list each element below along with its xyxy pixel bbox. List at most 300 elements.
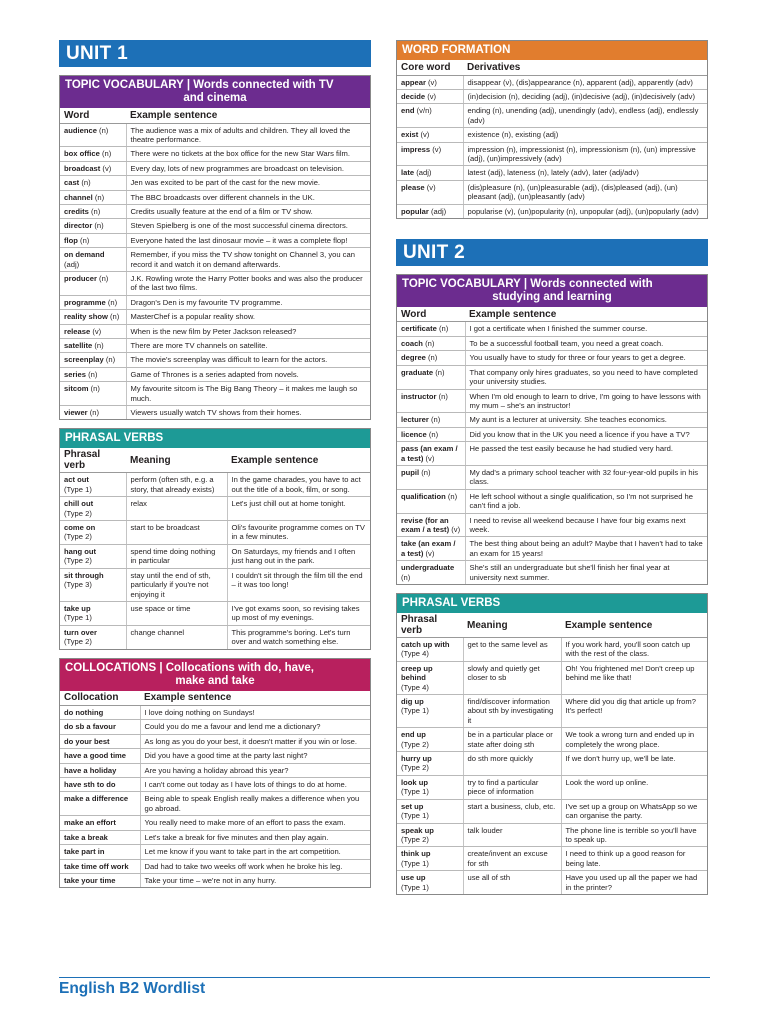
unit1-topic-vocabulary	[59, 75, 371, 420]
example-cell: My dad's a primary school teacher with 32 four-year-old pupils in his class.	[465, 465, 707, 489]
collocation-cell: take your time	[60, 873, 140, 887]
example-cell: We took a wrong turn and ended up in completely the wrong place.	[561, 728, 707, 752]
table-row	[60, 204, 370, 218]
word-cell-pos: (n)	[89, 408, 100, 418]
core-word-cell-pos: (v)	[427, 91, 437, 101]
word-cell-pos: (n)	[447, 491, 458, 501]
core-word-cell-text: late	[401, 168, 415, 178]
phrasal-verb-cell	[60, 521, 126, 545]
col-header-example: Example sentence	[561, 613, 707, 638]
table-row	[397, 752, 707, 776]
word-cell-pos: (n)	[91, 206, 101, 216]
word-cell	[397, 351, 465, 365]
table-row	[60, 324, 370, 338]
phrasal-verb-type: (Type 1)	[64, 613, 92, 623]
collocation-cell: do sb a favour	[60, 720, 140, 734]
word-cell-text: producer	[64, 273, 97, 283]
example-cell: (dis)pleasure (n), (un)pleasurable (adj), (dis)pleased (adj), (un) pleasant (adj), (un)pleasantly (adv)	[463, 180, 707, 204]
phrasal-verb-text: chill out	[64, 499, 94, 509]
meaning-cell: use all of sth	[463, 871, 561, 894]
table-row	[397, 166, 707, 180]
phrasal-verb-cell	[397, 847, 463, 871]
phrasal-verb-cell	[397, 799, 463, 823]
word-cell-text: pass (an exam / a test)	[401, 444, 458, 463]
col-header-word: Word	[60, 108, 126, 123]
phrasal-verb-text: catch up with	[401, 640, 450, 649]
example-cell: Did you have a good time at the party last night?	[140, 749, 370, 763]
word-cell	[397, 465, 465, 489]
phrasal-verb-type: (Type 2)	[401, 763, 429, 773]
example-cell: This programme's boring. Let's turn over and watch something else.	[231, 627, 351, 647]
word-cell	[60, 353, 126, 367]
unit2-phrasal-table	[397, 613, 707, 894]
example-cell: Every day, lots of new programmes are broadcast on television.	[126, 161, 370, 175]
table-row	[397, 336, 707, 350]
phrasal-verb-cell	[60, 544, 126, 568]
word-cell-text: screenplay	[64, 355, 104, 365]
table-row	[397, 823, 707, 847]
table-row	[397, 204, 707, 218]
collocation-cell: do nothing	[60, 706, 140, 720]
word-cell-pos: (n)	[90, 384, 100, 394]
meaning-cell: use space or time	[126, 601, 227, 625]
collocation-cell: make an effort	[60, 816, 140, 830]
col-header-collocation: Collocation	[60, 691, 140, 706]
example-cell: latest (adj), lateness (n), lately (adv), later (adj/adv)	[463, 166, 707, 180]
meaning-cell: slowly and quietly get closer to sb	[463, 661, 561, 694]
example-cell: If we don't hurry up, we'll be late.	[561, 752, 707, 776]
core-word-cell-text: decide	[401, 91, 426, 101]
table-row	[397, 75, 707, 89]
word-cell-pos: (adj)	[64, 259, 80, 269]
core-word-cell-text: impress	[401, 144, 431, 154]
table-row	[60, 830, 370, 844]
example-cell: The BBC broadcasts over different channels in the UK.	[126, 190, 370, 204]
table-row	[60, 778, 370, 792]
word-cell	[60, 248, 126, 272]
meaning-cell: spend time doing nothing in particular	[126, 544, 227, 568]
core-word-cell	[397, 104, 463, 128]
example-cell: Take your time – we're not in any hurry.	[144, 875, 277, 885]
collocation-cell: have a holiday	[60, 763, 140, 777]
table-row	[60, 873, 370, 887]
unit1-colloc-heading-line2: make and take	[175, 674, 255, 687]
phrasal-verb-type: (Type 1)	[401, 811, 429, 821]
unit2-topic-heading-line1: TOPIC VOCABULARY | Words connected with	[402, 277, 653, 290]
table-row	[60, 816, 370, 830]
word-cell-text: pupil	[401, 467, 420, 477]
word-cell	[60, 147, 126, 161]
unit2-title: UNIT 2	[396, 239, 708, 266]
word-cell-pos: (v)	[425, 548, 435, 558]
word-formation-table	[397, 60, 707, 218]
example-cell: I love doing nothing on Sundays!	[140, 706, 370, 720]
word-cell-pos: (n)	[107, 297, 118, 307]
word-formation	[396, 40, 708, 219]
word-cell-text: revise (for an exam / a test)	[401, 515, 450, 534]
word-cell-pos: (n)	[430, 415, 441, 425]
table-row	[397, 180, 707, 204]
example-cell: Are you having a holiday abroad this year?	[140, 763, 370, 777]
word-cell	[397, 322, 465, 336]
collocation-cell: have sth to do	[60, 778, 140, 792]
example-cell: Everyone hated the last dinosaur movie – it was a complete flop!	[126, 233, 370, 247]
example-cell: You usually have to study for three or four years to get a degree.	[465, 351, 707, 365]
example-cell: The movie's screenplay was difficult to learn for the actors.	[126, 353, 370, 367]
word-cell-pos: (n)	[421, 467, 431, 477]
example-cell: He left school without a single qualification, so I'm not surprised he can't find a job.	[465, 489, 707, 513]
word-cell-text: lecturer	[401, 415, 429, 425]
word-cell-text: programme	[64, 297, 106, 307]
word-cell-pos: (n)	[102, 149, 112, 159]
table-row	[397, 513, 707, 537]
table-row	[60, 845, 370, 859]
phrasal-verb-text: speak up	[401, 825, 434, 835]
phrasal-verb-cell	[60, 568, 126, 601]
word-cell-text: audience	[64, 125, 97, 135]
col-header-example: Example sentence	[227, 448, 370, 473]
table-row	[397, 365, 707, 389]
meaning-cell: change channel	[126, 625, 227, 648]
word-cell	[60, 123, 126, 147]
table-row	[60, 544, 370, 568]
core-word-cell	[397, 75, 463, 89]
table-row	[60, 625, 370, 648]
unit1-phrasal-heading: PHRASAL VERBS	[60, 429, 370, 448]
table-row	[60, 219, 370, 233]
meaning-cell: create/invent an excuse for sth	[463, 847, 561, 871]
table-row	[60, 295, 370, 309]
word-cell	[60, 161, 126, 175]
meaning-cell: stay until the end of sth, particularly if you're not enjoying it	[126, 568, 227, 601]
word-cell	[60, 176, 126, 190]
word-cell-text: take (an exam / a test)	[401, 539, 456, 558]
table-row	[60, 497, 370, 521]
meaning-cell: start a business, club, etc.	[463, 799, 561, 823]
word-cell-text: broadcast	[64, 163, 101, 173]
table-row	[60, 859, 370, 873]
table-row	[60, 521, 370, 545]
table-row	[60, 271, 370, 295]
example-cell: He passed the test easily because he had studied very hard.	[465, 442, 707, 466]
table-row	[60, 339, 370, 353]
core-word-cell-pos: (v)	[428, 77, 437, 87]
example-cell: Game of Thrones is a series adapted from novels.	[126, 367, 370, 381]
table-row	[397, 128, 707, 142]
word-cell	[60, 406, 126, 420]
example-cell: Have you used up all the paper we had in the printer?	[565, 873, 698, 892]
example-cell: Did you know that in the UK you need a licence if you have a TV?	[465, 427, 707, 441]
example-cell: Look the word up online.	[561, 775, 707, 799]
table-row	[397, 695, 707, 728]
example-cell: Being able to speak English really makes a difference when you go abroad.	[140, 792, 370, 816]
unit1-colloc-heading-line1: COLLOCATIONS | Collocations with do, have,	[65, 661, 314, 674]
word-cell-text: channel	[64, 192, 93, 202]
example-cell: My aunt is a lecturer at university. She teaches economics.	[465, 413, 707, 427]
word-cell	[60, 190, 126, 204]
phrasal-verb-type: (Type 1)	[401, 706, 429, 716]
table-row	[397, 638, 707, 662]
table-row	[397, 728, 707, 752]
word-cell-text: credits	[64, 206, 89, 216]
word-cell	[60, 339, 126, 353]
word-cell-text: box office	[64, 149, 100, 159]
example-cell: Could you do me a favour and lend me a dictionary?	[140, 720, 370, 734]
word-cell	[60, 233, 126, 247]
core-word-cell-text: appear	[401, 77, 426, 87]
word-cell-text: qualification	[401, 491, 446, 501]
word-cell-pos: (n)	[439, 324, 449, 334]
collocation-cell: have a good time	[60, 749, 140, 763]
word-cell-pos: (n)	[105, 355, 116, 365]
table-row	[60, 190, 370, 204]
example-cell: I got a certificate when I finished the summer course.	[465, 322, 707, 336]
word-cell	[397, 365, 465, 389]
example-cell: popularise (v), (un)popularity (n), unpopular (adj), (un)popularly (adv)	[467, 206, 699, 216]
table-row	[397, 465, 707, 489]
word-cell	[60, 324, 126, 338]
table-row	[397, 442, 707, 466]
core-word-cell	[397, 142, 463, 166]
example-cell: The phone line is terrible so you'll have to speak up.	[561, 823, 707, 847]
example-cell: I couldn't sit through the film till the end – it was too long!	[227, 568, 370, 601]
collocation-cell: take time off work	[60, 859, 140, 873]
example-cell: Steven Spielberg is one of the most successful cinema directors.	[126, 219, 370, 233]
col-header-phrasal-verb: Phrasal verb	[60, 448, 126, 473]
example-cell: existence (n), existing (adj)	[463, 128, 707, 142]
phrasal-verb-text: take up	[64, 603, 91, 613]
core-word-cell-text: please	[401, 182, 425, 192]
word-cell-pos: (n)	[94, 192, 105, 202]
word-cell-text: licence	[401, 429, 427, 439]
unit2-topic-heading-line2: studying and learning	[492, 290, 612, 303]
phrasal-verb-type: (Type 4)	[401, 649, 429, 659]
table-row	[60, 720, 370, 734]
col-header-example: Example sentence	[126, 108, 370, 123]
word-cell-pos: (n)	[428, 353, 438, 363]
table-row	[397, 89, 707, 103]
word-cell	[60, 271, 126, 295]
word-cell-text: degree	[401, 353, 426, 363]
core-word-cell-pos: (adj)	[416, 168, 432, 178]
word-cell-text: flop	[64, 235, 78, 245]
phrasal-verb-type: (Type 1)	[64, 484, 92, 494]
table-row	[397, 351, 707, 365]
phrasal-verb-cell	[397, 871, 463, 894]
phrasal-verb-text: creep up behind	[401, 663, 433, 683]
table-row	[60, 176, 370, 190]
example-cell: As long as you do your best, it doesn't matter if you win or lose.	[140, 734, 370, 748]
phrasal-verb-cell	[60, 601, 126, 625]
word-cell	[60, 367, 126, 381]
table-row	[397, 799, 707, 823]
example-cell: Oli's favourite programme comes on TV in a few minutes.	[227, 521, 370, 545]
footer-title: English B2 Wordlist	[59, 980, 206, 997]
meaning-cell: talk louder	[463, 823, 561, 847]
phrasal-verb-cell	[397, 728, 463, 752]
col-header-example: Example sentence	[465, 307, 707, 322]
word-cell-text: on demand	[64, 250, 105, 260]
word-cell	[397, 442, 465, 466]
phrasal-verb-type: (Type 1)	[401, 858, 429, 868]
phrasal-verb-cell	[60, 625, 126, 648]
core-word-cell-pos: (v)	[432, 144, 442, 154]
phrasal-verb-text: use up	[401, 873, 426, 883]
word-cell-text: sitcom	[64, 384, 89, 394]
word-cell-text: viewer	[64, 408, 88, 418]
table-row	[60, 706, 370, 720]
phrasal-verb-cell	[397, 695, 463, 728]
table-row	[60, 473, 370, 497]
phrasal-verb-text: hang out	[64, 546, 97, 556]
core-word-cell-pos: (v)	[426, 182, 436, 192]
meaning-cell: relax	[126, 497, 227, 521]
example-cell: That company only hires graduates, so you need to have completed your university studies.	[465, 365, 707, 389]
footer-rule	[59, 977, 710, 978]
word-cell-pos: (n)	[428, 429, 439, 439]
example-cell: When I'm old enough to learn to drive, I'm going to have lessons with my mum – she's an instructor!	[465, 389, 707, 413]
core-word-cell	[397, 128, 463, 142]
phrasal-verb-type: (Type 2)	[64, 556, 92, 566]
word-cell-pos: (n)	[80, 235, 90, 245]
word-cell-text: director	[64, 221, 93, 231]
example-cell: I can't come out today as I have lots of things to do at home.	[140, 778, 370, 792]
col-header-phrasal-verb: Phrasal verb	[397, 613, 463, 638]
example-cell: When is the new film by Peter Jackson released?	[126, 324, 370, 338]
meaning-cell: try to find a particular piece of information	[463, 775, 561, 799]
example-cell: I need to revise all weekend because I have four big exams next week.	[465, 513, 707, 537]
meaning-cell: be in a particular place or state after doing sth	[463, 728, 561, 752]
meaning-cell: find/discover information about sth by investigating it	[463, 695, 561, 728]
table-row	[60, 601, 370, 625]
phrasal-verb-cell	[397, 823, 463, 847]
collocation-cell: take a break	[60, 830, 140, 844]
table-row	[60, 353, 370, 367]
phrasal-verb-text: act out	[64, 475, 89, 485]
collocation-cell: do your best	[60, 734, 140, 748]
unit2-phrasal-heading: PHRASAL VERBS	[397, 594, 707, 613]
word-cell-text: undergraduate	[401, 563, 455, 573]
unit1-topic-table	[60, 108, 370, 419]
word-cell-pos: (n)	[88, 369, 98, 379]
phrasal-verb-cell	[397, 775, 463, 799]
word-cell-text: satellite	[64, 341, 93, 350]
example-cell: On Saturdays, my friends and I often just hang out in the park.	[227, 544, 370, 568]
unit2-phrasal-verbs	[396, 593, 708, 895]
word-cell-pos: (n)	[438, 391, 448, 401]
table-row	[397, 413, 707, 427]
phrasal-verb-text: think up	[401, 849, 431, 859]
word-cell-pos: (n)	[99, 273, 109, 283]
right-column	[396, 40, 708, 895]
collocation-cell: take part in	[60, 845, 140, 859]
word-cell-pos: (n)	[99, 125, 109, 135]
table-row	[397, 142, 707, 166]
unit2-topic-heading	[397, 275, 707, 307]
col-header-derivatives: Derivatives	[463, 60, 707, 75]
core-word-cell-pos: (v)	[420, 130, 430, 140]
example-cell: There were no tickets at the box office for the new Star Wars film.	[126, 147, 370, 161]
word-cell	[397, 513, 465, 537]
phrasal-verb-type: (Type 2)	[64, 508, 92, 518]
word-cell	[60, 219, 126, 233]
phrasal-verb-type: (Type 2)	[401, 834, 429, 844]
example-cell: To be a successful football team, you need a great coach.	[465, 336, 707, 350]
word-cell-text: series	[64, 369, 86, 379]
phrasal-verb-cell	[397, 661, 463, 694]
table-row	[60, 734, 370, 748]
phrasal-verb-cell	[397, 638, 463, 662]
table-row	[397, 661, 707, 694]
word-cell	[60, 295, 126, 309]
word-cell-pos: (v)	[451, 524, 461, 534]
collocation-cell: make a difference	[60, 792, 140, 816]
phrasal-verb-text: sit through	[64, 570, 104, 580]
core-word-cell	[397, 166, 463, 180]
phrasal-verb-type: (Type 2)	[401, 739, 429, 749]
table-row	[60, 763, 370, 777]
phrasal-verb-type: (Type 2)	[64, 532, 92, 542]
phrasal-verb-type: (Type 2)	[64, 637, 92, 647]
example-cell: You really need to make more of an effort to pass the exam.	[140, 816, 370, 830]
word-cell	[397, 427, 465, 441]
unit1-colloc-heading	[60, 659, 370, 691]
example-cell: Let's take a break for five minutes and then play again.	[140, 830, 370, 844]
example-cell: Oh! You frightened me! Don't creep up behind me like that!	[561, 661, 707, 694]
word-cell-text: certificate	[401, 324, 437, 334]
word-cell-pos: (n)	[435, 367, 445, 377]
example-cell: Jen was excited to be part of the cast for the new movie.	[126, 176, 370, 190]
phrasal-verb-cell	[397, 752, 463, 776]
table-row	[397, 427, 707, 441]
phrasal-verb-type: (Type 1)	[401, 787, 429, 797]
unit2-topic-table	[397, 307, 707, 584]
word-cell	[397, 561, 465, 584]
example-cell: Dad had to take two weeks off work when he broke his leg.	[140, 859, 370, 873]
unit1-topic-heading-line2: and cinema	[183, 92, 247, 104]
core-word-cell-text: popular	[401, 206, 429, 216]
table-row	[60, 123, 370, 147]
example-cell: J.K. Rowling wrote the Harry Potter books and was also the producer of the last two films.	[126, 271, 370, 295]
table-row	[60, 792, 370, 816]
phrasal-verb-type: (Type 1)	[401, 882, 429, 892]
example-cell: MasterChef is a popular reality show.	[126, 310, 370, 324]
word-cell-pos: (n)	[94, 221, 104, 231]
word-cell-pos: (v)	[102, 163, 112, 173]
word-cell-text: coach	[401, 338, 423, 348]
table-row	[60, 161, 370, 175]
example-cell: impression (n), impressionist (n), impressionism (n), (un) impressive (adj), (un)impressively (adv)	[463, 142, 707, 166]
word-cell	[60, 310, 126, 324]
table-row	[60, 382, 370, 406]
phrasal-verb-type: (Type 3)	[64, 580, 92, 590]
example-cell: ending (n), unending (adj), unendingly (adv), endless (adj), endlessly (adv)	[463, 104, 707, 128]
example-cell: Let me know if you want to take part in the art competition.	[140, 845, 370, 859]
table-row	[397, 847, 707, 871]
word-cell-text: release	[64, 326, 91, 336]
word-cell-pos: (n)	[401, 572, 411, 582]
core-word-cell-pos: (v/n)	[416, 106, 432, 116]
col-header-core-word: Core word	[397, 60, 463, 75]
core-word-cell	[397, 89, 463, 103]
phrasal-verb-text: dig up	[401, 697, 424, 707]
word-cell-pos: (v)	[92, 326, 102, 336]
example-cell: She's still an undergraduate but she'll finish her final year at university next summer.	[469, 563, 670, 582]
table-row	[397, 871, 707, 894]
phrasal-verb-text: end up	[401, 730, 426, 740]
example-cell: I've got exams soon, so revising takes up most of my evenings.	[227, 601, 370, 625]
word-formation-heading: WORD FORMATION	[397, 41, 707, 60]
